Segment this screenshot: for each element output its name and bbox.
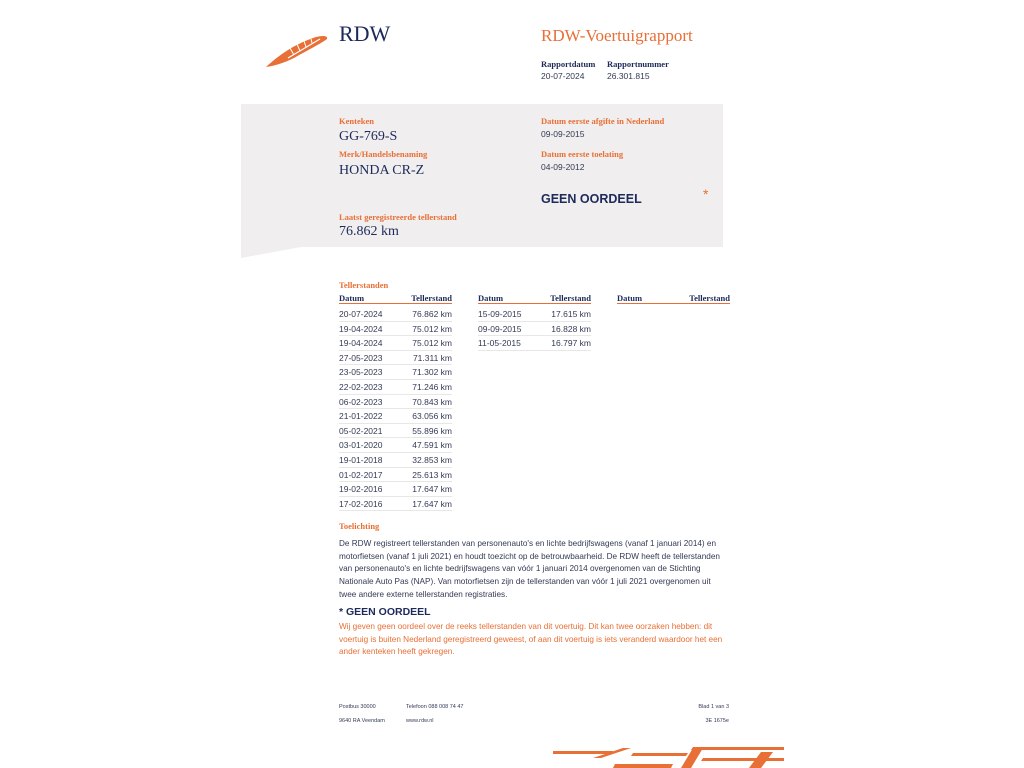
footer-page: Blad 1 van 3 xyxy=(698,704,729,710)
rdw-logo-icon xyxy=(264,34,332,70)
row-reading: 76.862 km xyxy=(412,309,452,319)
table-title: Tellerstanden xyxy=(339,280,389,290)
verdict-star: * xyxy=(703,186,709,202)
explanation-line: motorfietsen (vanaf 1 juli 2021) en houdt toezicht op de betrouwbaarheid. De RDW heeft de tellerstanden xyxy=(339,551,720,561)
explanation-line: De RDW registreert tellerstanden van personenauto's en lichte bedrijfswagens (vanaf 1 januari 2014) en xyxy=(339,539,717,548)
col2-header xyxy=(478,293,591,304)
plate-value: GG-769-S xyxy=(339,129,398,144)
table-row xyxy=(339,379,452,395)
verdict-line: Wij geven geen oordeel over de reeks tellerstanden van dit voertuig. Dit kan twee oorzaken hebben: dit xyxy=(339,622,713,631)
report-number-label: Rapportnummer xyxy=(607,59,669,69)
brand-name: RDW xyxy=(339,21,391,46)
row-reading: 16.828 km xyxy=(551,323,591,334)
decorative-stripes-icon xyxy=(553,744,784,768)
col2-reading-header: Tellerstand xyxy=(550,293,591,303)
table-row xyxy=(339,481,452,497)
footer-postbus: Postbus 30000 xyxy=(339,704,376,710)
footer-code: 3E 1675e xyxy=(705,718,729,724)
row-date: 17-02-2016 xyxy=(339,498,383,509)
row-date: 06-02-2023 xyxy=(339,396,383,407)
table-row xyxy=(478,335,591,351)
explanation-line: twee andere externe tellerstanden registraties. xyxy=(339,589,508,599)
row-date: 23-05-2023 xyxy=(339,367,383,378)
table-row xyxy=(339,496,452,512)
verdict-line: voertuig is buiten Nederland geregistreerd geweest, of aan dit voertuig is iets veranderd waardoor het een xyxy=(339,634,723,644)
verdict: GEEN OORDEEL xyxy=(541,192,642,206)
col1-date-header: Datum xyxy=(339,293,365,303)
odometer-value: 76.862 km xyxy=(339,224,399,239)
verdict-line: ander kenteken heeft gekregen. xyxy=(339,647,455,657)
col1-reading-header: Tellerstand xyxy=(411,293,452,303)
plate-label: Kenteken xyxy=(339,116,374,126)
table-row xyxy=(339,394,452,410)
table-row xyxy=(339,335,452,351)
table-row xyxy=(339,364,452,380)
first-admission-label: Datum eerste toelating xyxy=(541,149,624,159)
row-date: 03-01-2020 xyxy=(339,440,383,451)
row-reading: 25.613 km xyxy=(412,469,452,480)
row-date: 11-05-2015 xyxy=(478,338,521,349)
row-reading: 70.843 km xyxy=(412,396,452,407)
row-date: 05-02-2021 xyxy=(339,425,383,436)
table-row xyxy=(339,437,452,453)
table-row xyxy=(339,306,452,322)
report-date-label: Rapportdatum xyxy=(541,59,596,69)
footer-city: 9640 RA Veendam xyxy=(339,718,385,724)
odometer-label: Laatst geregistreerde tellerstand xyxy=(339,212,457,222)
footer-web-link[interactable]: www.rdw.nl xyxy=(406,718,434,724)
row-reading: 71.302 km xyxy=(412,367,452,378)
explanation-title: Toelichting xyxy=(339,521,380,531)
table-row xyxy=(339,423,452,439)
row-date: 19-04-2024 xyxy=(339,338,383,349)
first-admission-value: 04-09-2012 xyxy=(541,162,585,172)
make-value: HONDA CR-Z xyxy=(339,163,425,178)
explanation-line: van personenauto's en lichte bedrijfswagens van vóór 1 januari 2014 overgenomen van de Stichting xyxy=(339,564,701,574)
row-reading: 55.896 km xyxy=(412,425,452,436)
table-row xyxy=(478,321,591,337)
report-number: 26.301.815 xyxy=(607,71,650,81)
row-date: 15-09-2015 xyxy=(478,309,522,319)
table-row xyxy=(339,467,452,483)
make-label: Merk/Handelsbenaming xyxy=(339,149,428,159)
row-reading: 17.647 km xyxy=(412,484,452,495)
row-date: 09-09-2015 xyxy=(478,323,522,334)
row-reading: 71.246 km xyxy=(412,382,452,392)
row-date: 20-07-2024 xyxy=(339,309,383,319)
row-date: 22-02-2023 xyxy=(339,382,383,392)
row-reading: 16.797 km xyxy=(551,338,591,349)
row-reading: 32.853 km xyxy=(412,455,452,465)
row-reading: 71.311 km xyxy=(412,352,452,363)
table-row xyxy=(339,321,452,337)
row-reading: 75.012 km xyxy=(412,338,452,349)
report-date: 20-07-2024 xyxy=(541,71,585,81)
col2-date-header: Datum xyxy=(478,293,504,303)
row-reading: 17.615 km xyxy=(551,309,591,319)
row-date: 21-01-2022 xyxy=(339,411,383,422)
row-date: 19-04-2024 xyxy=(339,323,383,334)
table-row xyxy=(339,452,452,468)
col1-header xyxy=(339,293,452,304)
row-reading: 63.056 km xyxy=(412,411,452,422)
table-row xyxy=(478,306,591,322)
col3-date-header: Datum xyxy=(617,293,643,303)
first-nl-label: Datum eerste afgifte in Nederland xyxy=(541,116,665,126)
col3-reading-header: Tellerstand xyxy=(689,293,730,303)
row-date: 19-01-2018 xyxy=(339,455,383,465)
first-nl-value: 09-09-2015 xyxy=(541,129,585,139)
row-reading: 17.647 km xyxy=(412,498,452,509)
verdict-heading: * GEEN OORDEEL xyxy=(339,606,431,618)
row-date: 19-02-2016 xyxy=(339,484,383,495)
row-reading: 75.012 km xyxy=(412,323,452,334)
explanation-line: Nationale Auto Pas (NAP). Van motorfietsen zijn de tellerstanden van vóór 1 juli 2021 overgenomen uit xyxy=(339,577,711,587)
row-date: 01-02-2017 xyxy=(339,469,383,480)
footer-phone: Telefoon 088 008 74 47 xyxy=(406,704,464,710)
verdict-text xyxy=(339,621,739,659)
report-title: RDW-Voertuigrapport xyxy=(541,26,693,45)
table-row xyxy=(339,350,452,366)
table-row xyxy=(339,408,452,424)
panel-notch xyxy=(241,247,301,258)
row-reading: 47.591 km xyxy=(412,440,452,451)
explanation-text xyxy=(339,538,739,602)
col3-header xyxy=(617,293,730,304)
row-date: 27-05-2023 xyxy=(339,352,383,363)
